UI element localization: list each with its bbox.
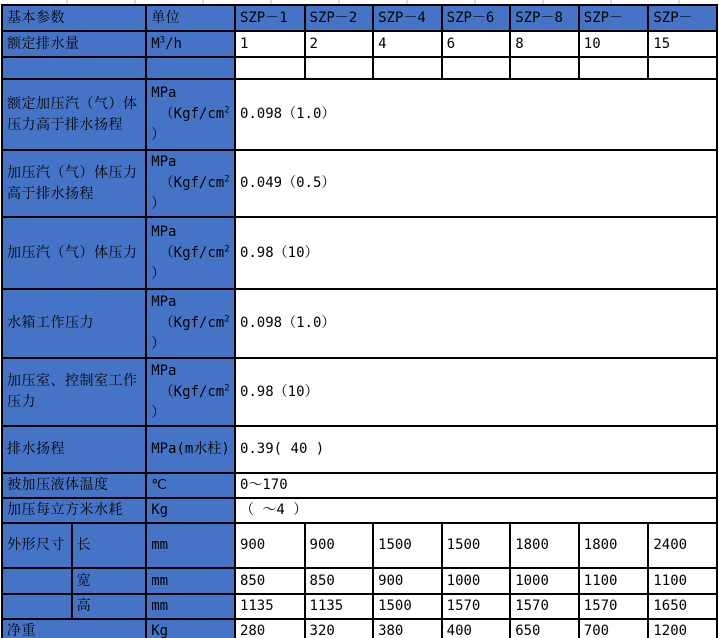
value-cell: 2400 [648,523,717,568]
value-cell: 1570 [510,594,579,619]
empty-value-cell [305,57,374,79]
row-label: 水箱工作压力 [2,289,146,358]
pressure-row [2,79,717,150]
value-cell: 1800 [579,523,649,568]
value-cell: 0.39( 40 ) [235,426,717,473]
row-label: 净重 [2,619,146,638]
value-cell: 6 [442,31,511,57]
value-cell: 0.98（10） [235,358,717,426]
value-cell: 2 [305,31,374,57]
unit-cell: MPa （$Kgf/cm^2$ ） [146,150,235,217]
row-label: 额定排水量 [2,31,146,57]
value-cell: 1100 [579,568,649,594]
unit-header-cell: 单位 [146,5,235,31]
row-label: 宽 [72,568,147,594]
pressure-row [2,217,717,289]
value-cell: 1500 [373,523,442,568]
row-label: 加压室、控制室工作压力 [2,358,146,426]
value-cell: 0.098（1.0） [235,79,717,150]
empty-group-cell [2,594,72,619]
row-label: 长 [72,523,147,568]
value-cell: 8 [510,31,579,57]
empty-value-cell [648,57,717,79]
dimensions-group-label: 外形尺寸 [2,523,72,568]
empty-group-cell [2,568,72,594]
value-cell: 320 [305,619,374,638]
dimension-width-row [2,568,717,594]
pressure-row [2,289,717,358]
value-cell: 900 [305,523,374,568]
value-cell: 1 [235,31,305,57]
unit-cell: mm [146,594,235,619]
unit-cell: MPa （$Kgf/cm^2$ ） [146,79,235,150]
model-header-cell: SZP－4 [373,5,442,31]
row-label: 被加压液体温度 [2,473,146,498]
model-header-cell: SZP－ [579,5,649,31]
pump-spec-table [1,4,718,638]
value-cell: 380 [373,619,442,638]
value-cell: 0.049（0.5） [235,150,717,217]
drainage-head-row [2,426,717,473]
value-cell: （ ～4 ） [235,498,717,523]
value-cell: 1135 [235,594,305,619]
value-cell: 850 [305,568,374,594]
value-cell: 10 [579,31,649,57]
model-header-cell: SZP－1 [235,5,305,31]
row-label: 额定加压汽（气）体压力高于排水扬程 [2,79,146,150]
value-cell: 15 [648,31,717,57]
unit-cell: Kg [146,619,235,638]
value-cell: 1000 [442,568,511,594]
value-cell: 1135 [305,594,374,619]
unit-cell: ℃ [146,473,235,498]
value-cell: 280 [235,619,305,638]
model-header-cell: SZP－ [648,5,717,31]
param-header-cell: 基本参数 [2,5,146,31]
unit-cell: Kg [146,498,235,523]
empty-row [2,57,717,79]
unit-cell: MPa （$Kgf/cm^2$ ） [146,217,235,289]
row-label: 加压每立方米水耗 [2,498,146,523]
unit-cell: mm [146,568,235,594]
value-cell: 1200 [648,619,717,638]
unit-cell: $M^3/h$ [146,31,235,57]
value-cell: 1100 [648,568,717,594]
value-cell: 400 [442,619,511,638]
empty-unit-cell [146,57,235,79]
value-cell: 850 [235,568,305,594]
value-cell: 1570 [579,594,649,619]
value-cell: 1650 [648,594,717,619]
rated-flow-row [2,31,717,57]
value-cell: 900 [373,568,442,594]
pressure-row [2,150,717,217]
value-cell: 1500 [442,523,511,568]
row-label: 排水扬程 [2,426,146,473]
value-cell: 1500 [373,594,442,619]
row-label: 高 [72,594,147,619]
dimension-height-row [2,594,717,619]
value-cell: 0.98（10） [235,217,717,289]
water-consumption-row [2,498,717,523]
unit-cell: MPa （$Kgf/cm^2$ ） [146,358,235,426]
empty-value-cell [373,57,442,79]
unit-cell: mm [146,523,235,568]
unit-cell: MPa （$Kgf/cm^2$ ） [146,289,235,358]
net-weight-row [2,619,717,638]
row-label: 加压汽（气）体压力 [2,217,146,289]
empty-label-cell [2,57,146,79]
value-cell: 1800 [510,523,579,568]
value-cell: 4 [373,31,442,57]
empty-value-cell [235,57,305,79]
value-cell: 0.098（1.0） [235,289,717,358]
model-header-cell: SZP－8 [510,5,579,31]
pressure-row [2,358,717,426]
row-label: 加压汽（气）体压力高于排水扬程 [2,150,146,217]
empty-value-cell [579,57,649,79]
empty-value-cell [510,57,579,79]
model-header-cell: SZP－6 [442,5,511,31]
value-cell: 0～170 [235,473,717,498]
empty-value-cell [442,57,511,79]
value-cell: 900 [235,523,305,568]
value-cell: 1000 [510,568,579,594]
value-cell: 650 [510,619,579,638]
value-cell: 700 [579,619,649,638]
dimension-length-row [2,523,717,568]
liquid-temp-row [2,473,717,498]
model-header-cell: SZP－2 [305,5,374,31]
table-header-row [2,5,717,31]
value-cell: 1570 [442,594,511,619]
unit-cell: MPa(m水柱) [146,426,235,473]
